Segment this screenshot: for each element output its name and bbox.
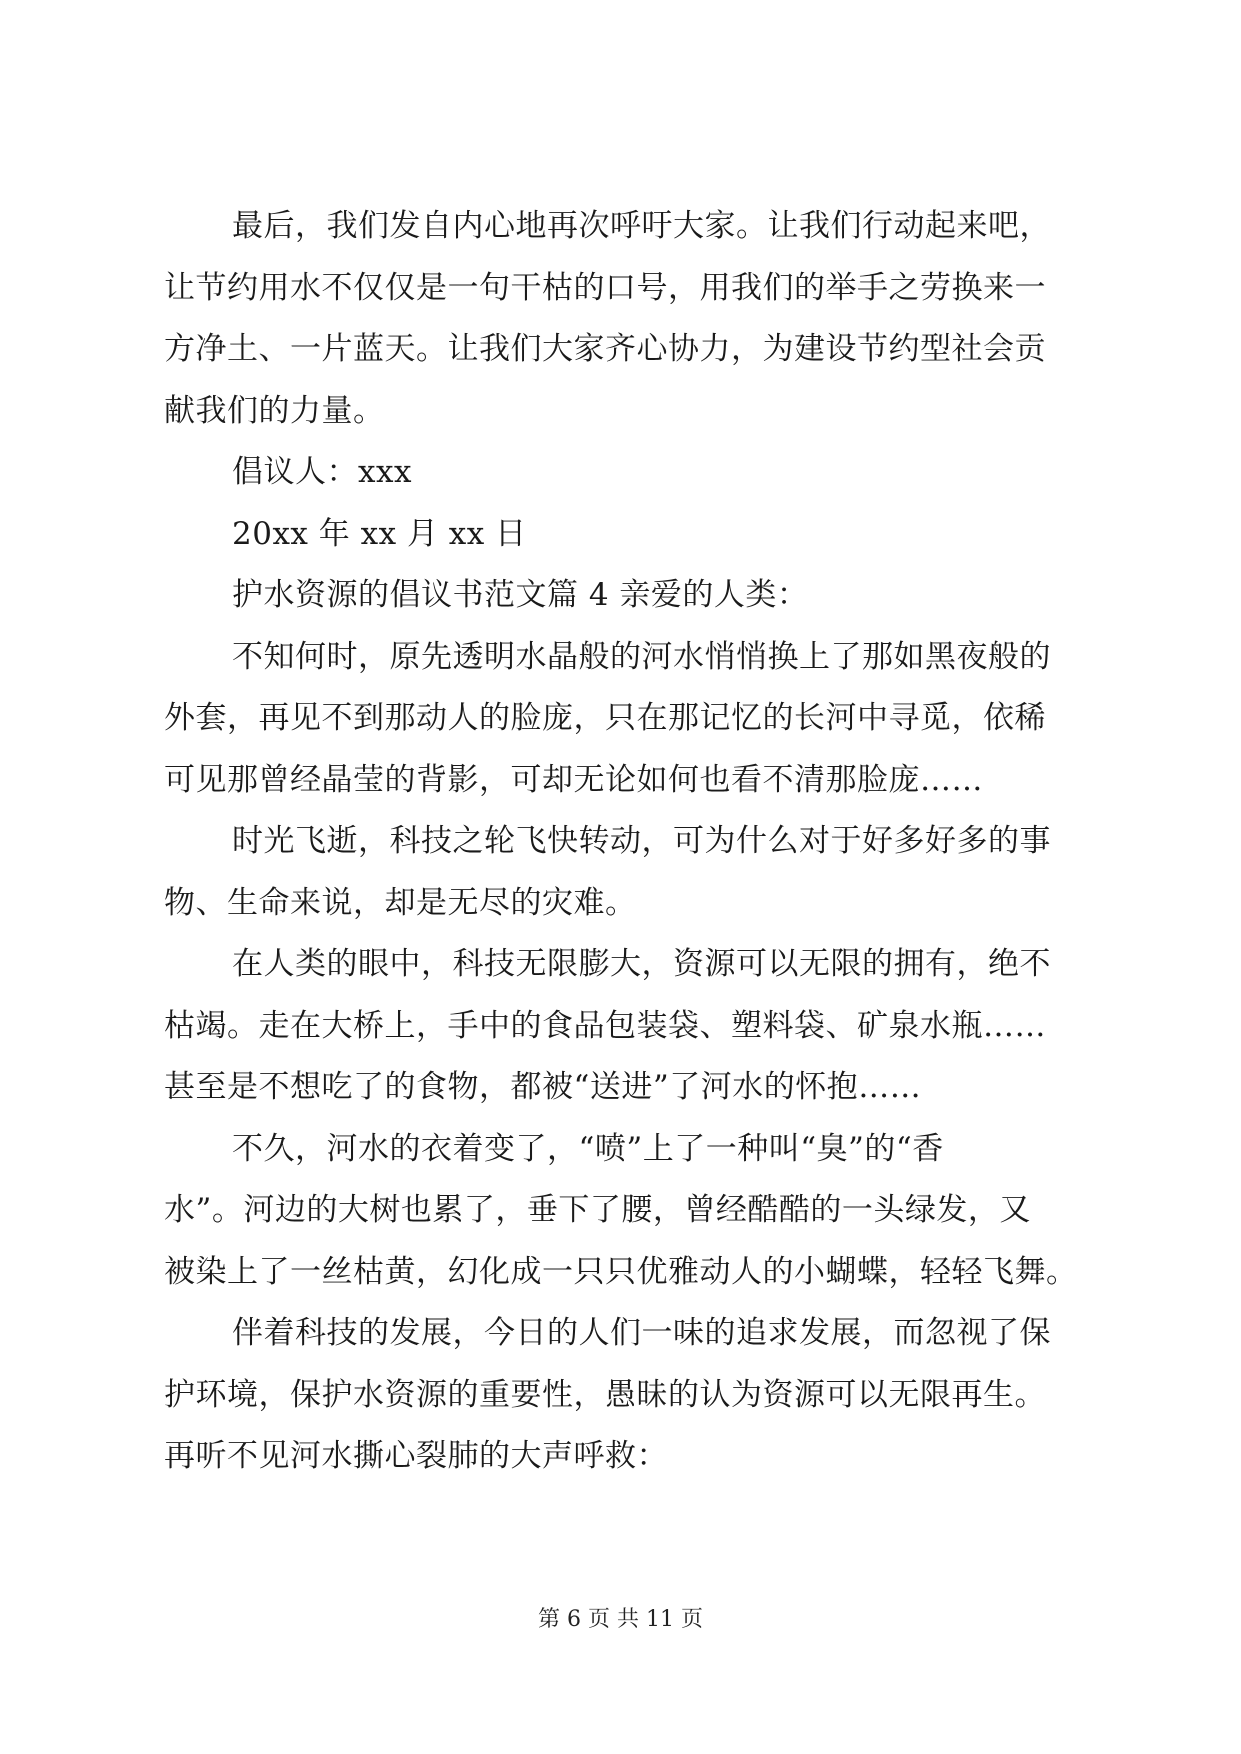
text-line: 护水资源的倡议书范文篇 4 亲爱的人类： [232,577,809,613]
text-line: 物、生命来说，却是无尽的灾难。 [164,884,637,921]
text-line: 外套，再见不到那动人的脸庞，只在那记忆的长河中寻觅，依稀 [164,700,1046,736]
text-line: 伴着科技的发展，今日的人们一味的追求发展，而忽视了保 [232,1315,1051,1351]
text-line: 倡议人：xxx [232,454,412,490]
text-line: 被染上了一丝枯黄，幻化成一只只优雅动人的小蝴蝶，轻轻飞舞。 [164,1253,1078,1290]
text-line: 献我们的力量。 [164,392,385,429]
text-line: 甚至是不想吃了的食物，都被“送进”了河水的怀抱…… [164,1069,922,1105]
text-line: 枯竭。走在大桥上，手中的食品包装袋、塑料袋、矿泉水瓶…… [164,1007,1046,1044]
page-number-footer: 第 6 页 共 11 页 [538,1607,703,1632]
text-line: 20xx 年 xx 月 xx 日 [232,515,527,552]
document-body [164,196,1094,1488]
text-line: 不知何时，原先透明水晶般的河水悄悄换上了那如黑夜般的 [232,638,1051,675]
text-line: 水”。河边的大树也累了，垂下了腰，曾经酷酷的一头绿发，又 [164,1192,1031,1228]
text-line: 再听不见河水撕心裂肺的大声呼救： [164,1438,668,1474]
text-line: 让节约用水不仅仅是一句干枯的口号，用我们的举手之劳换来一 [164,269,1046,306]
text-line: 方净土、一片蓝天。让我们大家齐心协力，为建设节约型社会贡 [164,331,1046,367]
text-line: 不久，河水的衣着变了，“喷”上了一种叫“臭”的“香 [232,1130,944,1167]
text-line: 在人类的眼中，科技无限膨大，资源可以无限的拥有，绝不 [232,946,1051,982]
text-line: 最后，我们发自内心地再次呼吁大家。让我们行动起来吧， [232,208,1051,244]
text-line: 时光飞逝，科技之轮飞快转动，可为什么对于好多好多的事 [232,823,1051,859]
text-line: 可见那曾经晶莹的背影，可却无论如何也看不清那脸庞…… [164,761,983,798]
text-line: 护环境，保护水资源的重要性，愚昧的认为资源可以无限再生。 [164,1376,1046,1413]
